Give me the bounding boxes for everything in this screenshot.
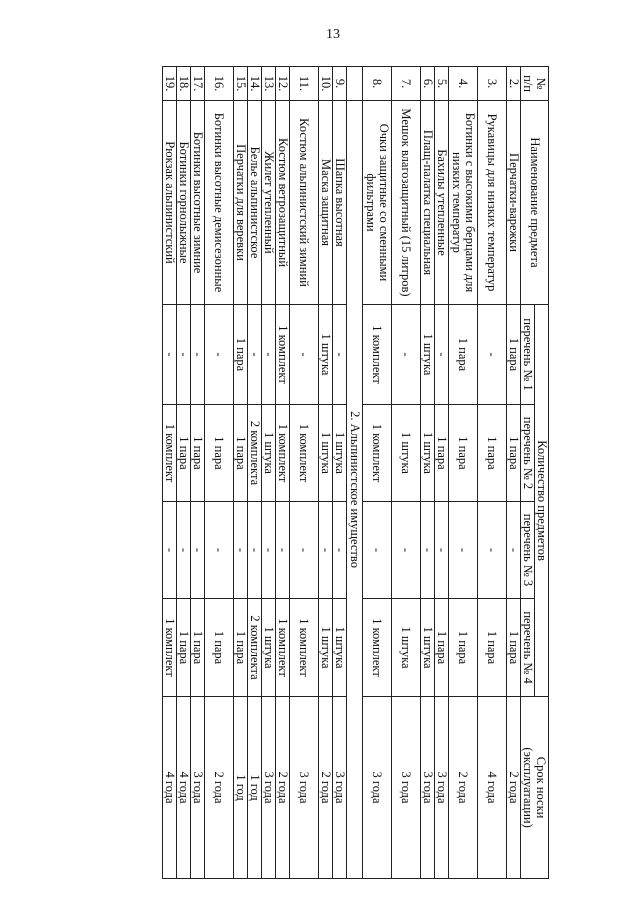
table-row bbox=[392, 67, 421, 879]
item-name: Маска защитная bbox=[319, 101, 333, 305]
header-qty-group: Количество предметов bbox=[535, 305, 549, 697]
row-num: 16. bbox=[205, 67, 234, 101]
section-row bbox=[347, 67, 363, 879]
qty-list-1: 1 штука bbox=[319, 305, 333, 405]
row-num: 17. bbox=[191, 67, 205, 101]
qty-list-4: 1 штука bbox=[333, 599, 347, 697]
item-name: Перчатки-варежки bbox=[507, 101, 521, 305]
qty-list-2: 1 пара bbox=[234, 405, 248, 502]
item-name: Костюм альпинистский зимний bbox=[290, 101, 319, 305]
qty-list-3: - bbox=[177, 502, 191, 599]
item-name: Очки защитные со сменными фильтрами bbox=[363, 101, 392, 305]
qty-list-3: - bbox=[435, 502, 449, 599]
row-num: 6. bbox=[421, 67, 435, 101]
table-row bbox=[234, 67, 248, 879]
table-row bbox=[191, 67, 205, 879]
qty-list-2: 1 комплект bbox=[163, 405, 177, 502]
qty-list-3: - bbox=[262, 502, 276, 599]
qty-list-3: - bbox=[248, 502, 262, 599]
qty-list-1: 1 штука bbox=[421, 305, 435, 405]
item-name: Рюкзак альпинистский bbox=[163, 101, 177, 305]
table-row bbox=[421, 67, 435, 879]
qty-list-1: - bbox=[392, 305, 421, 405]
qty-list-2: 1 штука bbox=[421, 405, 435, 502]
header-list-2: перечень № 2 bbox=[521, 405, 535, 502]
header-list-4: перечень № 4 bbox=[521, 599, 535, 697]
row-num: 5. bbox=[435, 67, 449, 101]
item-name: Ботинки высотные зимние bbox=[191, 101, 205, 305]
qty-list-4: 1 пара bbox=[234, 599, 248, 697]
wear-term: 2 года bbox=[276, 697, 290, 879]
item-name: Ботинки с высокими берцами для низких температур bbox=[449, 101, 478, 305]
qty-list-2: 1 пара bbox=[449, 405, 478, 502]
wear-term: 3 года bbox=[421, 697, 435, 879]
qty-list-4: 1 пара bbox=[177, 599, 191, 697]
header-num: № п/п bbox=[521, 67, 549, 101]
qty-list-2: 1 комплект bbox=[276, 405, 290, 502]
wear-term: 3 года bbox=[290, 697, 319, 879]
wear-term: 1 год bbox=[248, 697, 262, 879]
table-row bbox=[276, 67, 290, 879]
row-num: 9. bbox=[333, 67, 347, 101]
wear-term: 3 года bbox=[191, 697, 205, 879]
header-list-3: перечень № 3 bbox=[521, 502, 535, 599]
header-name: Наименование предмета bbox=[521, 101, 549, 305]
item-name: Белье альпинистское bbox=[248, 101, 262, 305]
qty-list-3: - bbox=[333, 502, 347, 599]
wear-term: 2 года bbox=[507, 697, 521, 879]
qty-list-4: 1 штука bbox=[319, 599, 333, 697]
qty-list-3: - bbox=[319, 502, 333, 599]
wear-term: 3 года bbox=[435, 697, 449, 879]
table-row bbox=[507, 67, 521, 879]
table-row bbox=[163, 67, 177, 879]
wear-term: 4 года bbox=[177, 697, 191, 879]
qty-list-3: - bbox=[449, 502, 478, 599]
wear-term: 3 года bbox=[333, 697, 347, 879]
wear-term: 2 года bbox=[449, 697, 478, 879]
qty-list-4: 1 пара bbox=[191, 599, 205, 697]
qty-list-2: 1 пара bbox=[478, 405, 507, 502]
table-row bbox=[449, 67, 478, 879]
row-num: 8. bbox=[363, 67, 392, 101]
table-row bbox=[177, 67, 191, 879]
qty-list-3: - bbox=[363, 502, 392, 599]
equipment-table bbox=[162, 66, 549, 879]
qty-list-4: 1 пара bbox=[507, 599, 521, 697]
header-term-line1: Срок носки bbox=[534, 756, 549, 819]
row-num: 12. bbox=[276, 67, 290, 101]
row-num: 15. bbox=[234, 67, 248, 101]
qty-list-1: 1 комплект bbox=[363, 305, 392, 405]
item-name: Мешок влагозащитный (15 литров) bbox=[392, 101, 421, 305]
qty-list-3: - bbox=[290, 502, 319, 599]
item-name: Костюм ветрозащитный bbox=[276, 101, 290, 305]
table-row bbox=[319, 67, 333, 879]
item-name: Ботинки высотные демисезонные bbox=[205, 101, 234, 305]
header-term-line2: (эксплуатации) bbox=[521, 747, 536, 828]
qty-list-4: 1 пара bbox=[205, 599, 234, 697]
wear-term: 4 года bbox=[163, 697, 177, 879]
qty-list-2: 1 пара bbox=[191, 405, 205, 502]
qty-list-2: 1 штука bbox=[333, 405, 347, 502]
qty-list-4: 2 комплекта bbox=[248, 599, 262, 697]
qty-list-2: 2 комплекта bbox=[248, 405, 262, 502]
qty-list-1: 1 пара bbox=[449, 305, 478, 405]
table-row bbox=[205, 67, 234, 879]
qty-list-4: 1 комплект bbox=[290, 599, 319, 697]
qty-list-1: - bbox=[435, 305, 449, 405]
table-row bbox=[290, 67, 319, 879]
qty-list-3: - bbox=[191, 502, 205, 599]
row-num: 14. bbox=[248, 67, 262, 101]
wear-term: 3 года bbox=[363, 697, 392, 879]
item-name: Бахилы утепленные bbox=[435, 101, 449, 305]
row-num: 19. bbox=[163, 67, 177, 101]
wear-term: 2 года bbox=[319, 697, 333, 879]
row-num: 13. bbox=[262, 67, 276, 101]
qty-list-4: 1 комплект bbox=[276, 599, 290, 697]
qty-list-4: 1 комплект bbox=[163, 599, 177, 697]
row-num: 11. bbox=[290, 67, 319, 101]
qty-list-3: - bbox=[392, 502, 421, 599]
qty-list-3: - bbox=[276, 502, 290, 599]
row-num: 7. bbox=[392, 67, 421, 101]
qty-list-1: - bbox=[205, 305, 234, 405]
qty-list-4: 1 комплект bbox=[363, 599, 392, 697]
item-name: Рукавицы для низких температур bbox=[478, 101, 507, 305]
table-row bbox=[363, 67, 392, 879]
wear-term: 4 года bbox=[478, 697, 507, 879]
qty-list-2: 1 пара bbox=[177, 405, 191, 502]
qty-list-1: 1 комплект bbox=[276, 305, 290, 405]
wear-term: 3 года bbox=[262, 697, 276, 879]
item-name: Перчатки для веревки bbox=[234, 101, 248, 305]
wear-term: 1 год bbox=[234, 697, 248, 879]
table-row bbox=[248, 67, 262, 879]
qty-list-1: - bbox=[478, 305, 507, 405]
qty-list-2: 1 комплект bbox=[363, 405, 392, 502]
item-name: Жилет утепленный bbox=[262, 101, 276, 305]
row-num: 4. bbox=[449, 67, 478, 101]
qty-list-3: - bbox=[205, 502, 234, 599]
qty-list-3: - bbox=[507, 502, 521, 599]
qty-list-1: - bbox=[177, 305, 191, 405]
header-list-1: перечень № 1 bbox=[521, 305, 535, 405]
page-number: 13 bbox=[326, 27, 340, 42]
qty-list-3: - bbox=[234, 502, 248, 599]
header-term bbox=[521, 697, 549, 879]
qty-list-4: 1 пара bbox=[449, 599, 478, 697]
rotated-page-content bbox=[113, 66, 549, 878]
qty-list-3: - bbox=[421, 502, 435, 599]
qty-list-4: 1 штука bbox=[262, 599, 276, 697]
qty-list-1: - bbox=[262, 305, 276, 405]
item-name: Ботинки горнолыжные bbox=[177, 101, 191, 305]
qty-list-4: 1 штука bbox=[392, 599, 421, 697]
wear-term: 3 года bbox=[392, 697, 421, 879]
item-name: Плащ-палатка специальная bbox=[421, 101, 435, 305]
table-row bbox=[262, 67, 276, 879]
qty-list-1: - bbox=[191, 305, 205, 405]
qty-list-4: 1 пара bbox=[435, 599, 449, 697]
item-name: Шапка высотная bbox=[333, 101, 347, 305]
row-num: 2. bbox=[507, 67, 521, 101]
qty-list-2: 1 пара bbox=[507, 405, 521, 502]
qty-list-3: - bbox=[478, 502, 507, 599]
qty-list-2: 1 штука bbox=[262, 405, 276, 502]
section-empty-cell bbox=[347, 67, 363, 101]
qty-list-2: 1 пара bbox=[435, 405, 449, 502]
table-row bbox=[435, 67, 449, 879]
qty-list-1: - bbox=[333, 305, 347, 405]
qty-list-1: 1 пара bbox=[507, 305, 521, 405]
qty-list-1: - bbox=[248, 305, 262, 405]
qty-list-1: - bbox=[163, 305, 177, 405]
table-body bbox=[163, 67, 521, 879]
qty-list-2: 1 штука bbox=[319, 405, 333, 502]
row-num: 10. bbox=[319, 67, 333, 101]
qty-list-2: 1 пара bbox=[205, 405, 234, 502]
qty-list-2: 1 штука bbox=[392, 405, 421, 502]
qty-list-3: - bbox=[163, 502, 177, 599]
table-row bbox=[333, 67, 347, 879]
row-num: 3. bbox=[478, 67, 507, 101]
wear-term: 2 года bbox=[205, 697, 234, 879]
section-title: 2. Альпинистское имущество bbox=[347, 101, 363, 879]
qty-list-1: - bbox=[290, 305, 319, 405]
row-num: 18. bbox=[177, 67, 191, 101]
qty-list-2: 1 комплект bbox=[290, 405, 319, 502]
table-row bbox=[478, 67, 507, 879]
qty-list-4: 1 штука bbox=[421, 599, 435, 697]
qty-list-1: 1 пара bbox=[234, 305, 248, 405]
qty-list-4: 1 пара bbox=[478, 599, 507, 697]
